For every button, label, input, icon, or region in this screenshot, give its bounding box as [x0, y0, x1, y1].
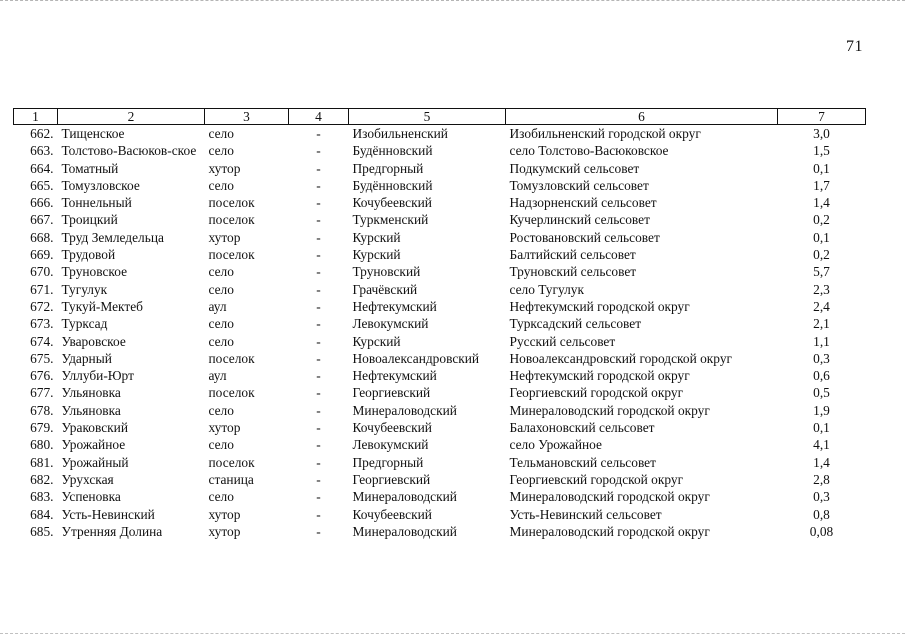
- table-row: [14, 488, 866, 505]
- cell-value: 1,1: [813, 333, 830, 349]
- cell-municipal-unit: Балтийский сельсовет: [509, 247, 636, 263]
- cell-settlement-name: Труновское: [61, 264, 128, 280]
- cell-value: 2,3: [813, 281, 830, 297]
- cell-district: Грачёвский: [352, 281, 418, 297]
- table-row: [14, 367, 866, 384]
- cell-municipal-unit: Нефтекумский городской округ: [509, 298, 690, 314]
- cell-number: 665.: [30, 177, 54, 193]
- cell-settlement-type: поселок: [208, 212, 255, 228]
- cell-number: 669.: [30, 247, 54, 263]
- table-row: [14, 436, 866, 453]
- header-col-1: 1: [14, 109, 58, 125]
- cell-settlement-name: Утренняя Долина: [61, 523, 163, 539]
- cell-col4: -: [316, 229, 321, 245]
- cell-col4: -: [316, 385, 321, 401]
- cell-value: 1,4: [813, 454, 830, 470]
- cell-col4: -: [316, 281, 321, 297]
- table-row: [14, 523, 866, 540]
- table-row: [14, 246, 866, 263]
- cell-settlement-name: Усть-Невинский: [61, 506, 155, 522]
- cell-municipal-unit: Изобильненский городской округ: [509, 126, 701, 141]
- cell-number: 668.: [30, 229, 54, 245]
- cell-district: Курский: [352, 333, 401, 349]
- table-row: [14, 125, 866, 143]
- table-row: [14, 384, 866, 401]
- cell-settlement-type: аул: [208, 368, 227, 384]
- cell-settlement-type: село: [208, 281, 234, 297]
- table-row: [14, 402, 866, 419]
- cell-col4: -: [316, 420, 321, 436]
- cell-number: 677.: [30, 385, 54, 401]
- table-row: [14, 263, 866, 280]
- cell-settlement-name: Толстово-Васюков-ское: [61, 143, 197, 159]
- cell-number: 682.: [30, 471, 54, 487]
- cell-col4: -: [316, 368, 321, 384]
- cell-value: 2,1: [813, 316, 830, 332]
- table-row: [14, 454, 866, 471]
- cell-value: 0,3: [813, 350, 830, 366]
- table-row: [14, 419, 866, 436]
- cell-settlement-type: село: [208, 333, 234, 349]
- cell-number: 683.: [30, 489, 54, 505]
- cell-settlement-name: Тукуй-Мектеб: [61, 298, 143, 314]
- cell-settlement-name: Уваровское: [61, 333, 126, 349]
- cell-value: 0,1: [813, 420, 830, 436]
- cell-municipal-unit: Георгиевский городской округ: [509, 471, 684, 487]
- cell-col4: -: [316, 160, 321, 176]
- cell-value: 0,2: [813, 247, 830, 263]
- cell-number: 672.: [30, 298, 54, 314]
- cell-municipal-unit: Минераловодский городской округ: [509, 402, 710, 418]
- cell-settlement-name: Урожайное: [61, 437, 126, 453]
- table-row: [14, 160, 866, 177]
- cell-settlement-name: Урухская: [61, 471, 114, 487]
- cell-settlement-name: Томузловское: [61, 177, 140, 193]
- cell-municipal-unit: Минераловодский городской округ: [509, 523, 710, 539]
- cell-district: Предгорный: [352, 160, 424, 176]
- cell-col4: -: [316, 264, 321, 280]
- cell-settlement-type: село: [208, 126, 234, 141]
- table-row: [14, 142, 866, 159]
- cell-district: Кочубеевский: [352, 420, 432, 436]
- cell-settlement-name: Ударный: [61, 350, 112, 366]
- cell-district: Минераловодский: [352, 523, 457, 539]
- cell-municipal-unit: Балахоновский сельсовет: [509, 420, 655, 436]
- cell-district: Левокумский: [352, 316, 429, 332]
- cell-settlement-name: Троицкий: [61, 212, 118, 228]
- cell-district: Минераловодский: [352, 489, 457, 505]
- cell-col4: -: [316, 471, 321, 487]
- header-col-6: 6: [506, 109, 778, 125]
- cell-district: Предгорный: [352, 454, 424, 470]
- cell-municipal-unit: село Толстово-Васюковское: [509, 143, 669, 159]
- cell-settlement-name: Уллуби-Юрт: [61, 368, 134, 384]
- cell-municipal-unit: Тельмановский сельсовет: [509, 454, 656, 470]
- cell-number: 675.: [30, 350, 54, 366]
- cell-settlement-name: Томатный: [61, 160, 119, 176]
- cell-number: 667.: [30, 212, 54, 228]
- cell-settlement-name: Тоннельный: [61, 195, 132, 211]
- cell-municipal-unit: Георгиевский городской округ: [509, 385, 684, 401]
- cell-settlement-type: село: [208, 264, 234, 280]
- table-row: [14, 194, 866, 211]
- cell-municipal-unit: Новоалександровский городской округ: [509, 350, 733, 366]
- header-col-2: 2: [58, 109, 205, 125]
- cell-col4: -: [316, 523, 321, 539]
- header-row: [14, 109, 866, 125]
- table-row: [14, 506, 866, 523]
- cell-municipal-unit: село Урожайное: [509, 437, 602, 453]
- cell-col4: -: [316, 489, 321, 505]
- table-row: [14, 229, 866, 246]
- page-number: 71: [846, 38, 863, 55]
- cell-value: 2,4: [813, 298, 830, 314]
- cell-number: 681.: [30, 454, 54, 470]
- cell-settlement-name: Тугулук: [61, 281, 108, 297]
- header-col-3: 3: [205, 109, 289, 125]
- cell-municipal-unit: Усть-Невинский сельсовет: [509, 506, 662, 522]
- cell-district: Курский: [352, 229, 401, 245]
- cell-settlement-type: село: [208, 402, 234, 418]
- cell-settlement-name: Ульяновка: [61, 385, 121, 401]
- cell-value: 0,8: [813, 506, 830, 522]
- cell-number: 674.: [30, 333, 54, 349]
- cell-number: 676.: [30, 368, 54, 384]
- cell-municipal-unit: Надзорненский сельсовет: [509, 195, 657, 211]
- cell-settlement-name: Трудовой: [61, 247, 116, 263]
- cell-number: 673.: [30, 316, 54, 332]
- cell-settlement-name: Турксад: [61, 316, 108, 332]
- cell-settlement-type: аул: [208, 298, 227, 314]
- table-row: [14, 471, 866, 488]
- cell-municipal-unit: Подкумский сельсовет: [509, 160, 640, 176]
- cell-value: 0,1: [813, 160, 830, 176]
- cell-number: 680.: [30, 437, 54, 453]
- cell-col4: -: [316, 195, 321, 211]
- cell-district: Нефтекумский: [352, 368, 437, 384]
- cell-number: 662.: [30, 126, 54, 141]
- cell-municipal-unit: Русский сельсовет: [509, 333, 616, 349]
- cell-col4: -: [316, 247, 321, 263]
- cell-settlement-type: поселок: [208, 454, 255, 470]
- cell-number: 666.: [30, 195, 54, 211]
- cell-col4: -: [316, 316, 321, 332]
- cell-value: 4,1: [813, 437, 830, 453]
- cell-value: 1,7: [813, 177, 830, 193]
- cell-district: Новоалександровский: [352, 350, 480, 366]
- cell-settlement-type: село: [208, 437, 234, 453]
- cell-col4: -: [316, 454, 321, 470]
- cell-district: Труновский: [352, 264, 421, 280]
- header-col-7: 7: [778, 109, 866, 125]
- cell-number: 679.: [30, 420, 54, 436]
- cell-col4: -: [316, 126, 321, 141]
- cell-value: 1,5: [813, 143, 830, 159]
- cell-number: 670.: [30, 264, 54, 280]
- header-col-4: 4: [289, 109, 349, 125]
- cell-municipal-unit: Нефтекумский городской округ: [509, 368, 690, 384]
- cell-number: 684.: [30, 506, 54, 522]
- cell-municipal-unit: село Тугулук: [509, 281, 584, 297]
- cell-district: Курский: [352, 247, 401, 263]
- cell-col4: -: [316, 212, 321, 228]
- cell-settlement-type: хутор: [208, 229, 241, 245]
- cell-district: Туркменский: [352, 212, 429, 228]
- cell-value: 2,8: [813, 471, 830, 487]
- table-row: [14, 281, 866, 298]
- cell-col4: -: [316, 506, 321, 522]
- cell-number: 671.: [30, 281, 54, 297]
- cell-value: 3,0: [813, 126, 830, 141]
- cell-settlement-type: поселок: [208, 350, 255, 366]
- header-col-5: 5: [349, 109, 506, 125]
- cell-district: Кочубеевский: [352, 195, 432, 211]
- cell-district: Минераловодский: [352, 402, 457, 418]
- cell-settlement-name: Тищенское: [61, 126, 125, 141]
- cell-settlement-type: хутор: [208, 420, 241, 436]
- cell-col4: -: [316, 177, 321, 193]
- cell-district: Будённовский: [352, 143, 433, 159]
- cell-settlement-type: поселок: [208, 195, 255, 211]
- cell-settlement-name: Успеновка: [61, 489, 121, 505]
- cell-settlement-type: станица: [208, 471, 254, 487]
- table-row: [14, 333, 866, 350]
- cell-municipal-unit: Турксадский сельсовет: [509, 316, 642, 332]
- cell-district: Кочубеевский: [352, 506, 432, 522]
- cell-municipal-unit: Минераловодский городской округ: [509, 489, 710, 505]
- cell-col4: -: [316, 143, 321, 159]
- cell-settlement-type: село: [208, 489, 234, 505]
- cell-col4: -: [316, 333, 321, 349]
- cell-value: 0,5: [813, 385, 830, 401]
- cell-col4: -: [316, 298, 321, 314]
- cell-col4: -: [316, 437, 321, 453]
- cell-settlement-type: хутор: [208, 160, 241, 176]
- table-row: [14, 298, 866, 315]
- table-row: [14, 350, 866, 367]
- cell-value: 1,4: [813, 195, 830, 211]
- cell-value: 0,08: [809, 523, 834, 539]
- table-row: [14, 177, 866, 194]
- cell-settlement-type: село: [208, 177, 234, 193]
- cell-municipal-unit: Томузловский сельсовет: [509, 177, 649, 193]
- cell-municipal-unit: Кучерлинский сельсовет: [509, 212, 650, 228]
- cell-settlement-type: село: [208, 316, 234, 332]
- table-body: [14, 125, 866, 541]
- scan-edge-bottom: [0, 633, 905, 634]
- settlements-table: [13, 108, 866, 540]
- cell-value: 0,2: [813, 212, 830, 228]
- cell-value: 1,9: [813, 402, 830, 418]
- cell-district: Левокумский: [352, 437, 429, 453]
- cell-value: 5,7: [813, 264, 830, 280]
- cell-municipal-unit: Труновский сельсовет: [509, 264, 637, 280]
- settlements-table-container: [13, 108, 865, 540]
- cell-settlement-type: поселок: [208, 385, 255, 401]
- table-header: [14, 109, 866, 125]
- cell-district: Изобильненский: [352, 126, 448, 141]
- cell-value: 0,6: [813, 368, 830, 384]
- cell-district: Нефтекумский: [352, 298, 437, 314]
- cell-settlement-name: Урожайный: [61, 454, 129, 470]
- table-row: [14, 315, 866, 332]
- cell-number: 685.: [30, 523, 54, 539]
- cell-col4: -: [316, 350, 321, 366]
- cell-district: Будённовский: [352, 177, 433, 193]
- cell-number: 663.: [30, 143, 54, 159]
- cell-settlement-type: хутор: [208, 506, 241, 522]
- cell-value: 0,3: [813, 489, 830, 505]
- cell-district: Георгиевский: [352, 385, 431, 401]
- cell-settlement-type: село: [208, 143, 234, 159]
- cell-settlement-name: Ульяновка: [61, 402, 121, 418]
- cell-settlement-type: хутор: [208, 523, 241, 539]
- cell-col4: -: [316, 402, 321, 418]
- cell-settlement-name: Ураковский: [61, 420, 128, 436]
- cell-settlement-type: поселок: [208, 247, 255, 263]
- scan-edge-top: [0, 0, 905, 1]
- table-row: [14, 211, 866, 228]
- cell-district: Георгиевский: [352, 471, 431, 487]
- cell-value: 0,1: [813, 229, 830, 245]
- cell-number: 664.: [30, 160, 54, 176]
- cell-number: 678.: [30, 402, 54, 418]
- cell-municipal-unit: Ростовановский сельсовет: [509, 229, 660, 245]
- cell-settlement-name: Труд Земледельца: [61, 229, 164, 245]
